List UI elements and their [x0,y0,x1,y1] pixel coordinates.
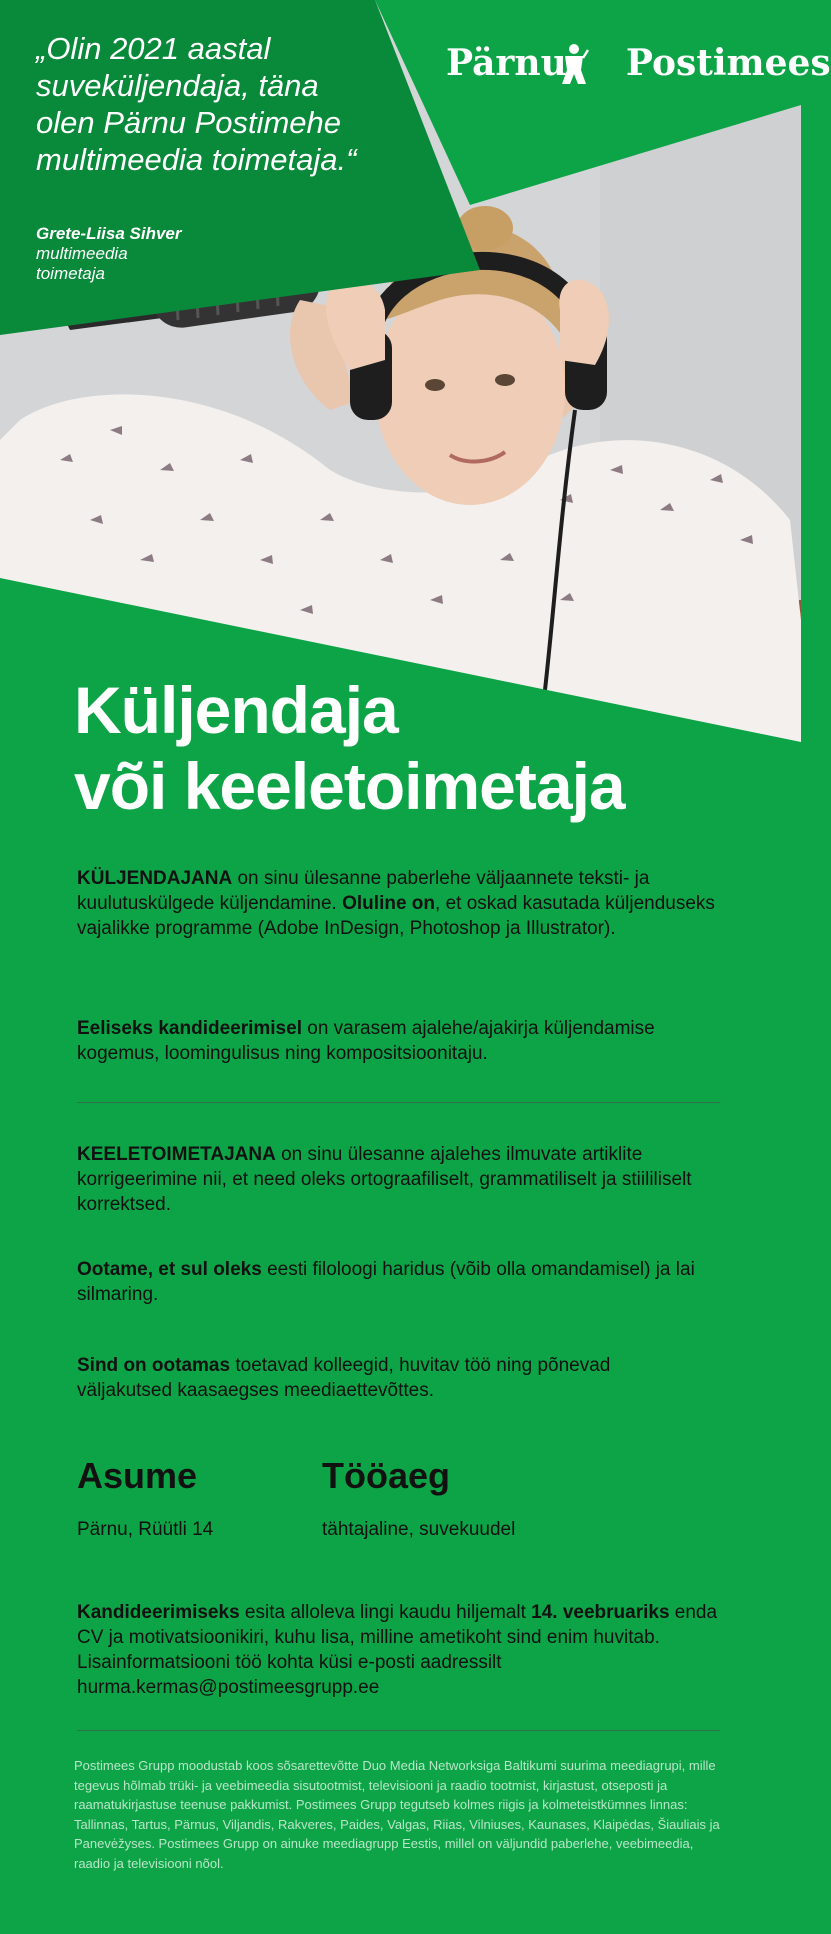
quote-line-4: multimeedia toimetaja.“ [36,142,357,177]
p2-bold: Eeliseks kandideerimisel [77,1018,302,1039]
apply-bold-1: Kandideerimiseks [77,1602,240,1623]
location-value: Pärnu, Rüütli 14 [77,1519,214,1540]
apply-text-2: enda CV ja motivatsioonikiri, kuhu lisa, milline ametikoht sind enim huvitab. Lisainformatsiooni töö kohta küsi e-posti aadressilt [77,1602,718,1673]
section-apply [77,1600,727,1700]
hours-value: tähtajaline, suvekuudel [322,1519,516,1540]
author-role-2: toimetaja [36,264,105,283]
section-offer [77,1353,697,1403]
quote-line-1: „Olin 2021 aastal [36,31,271,66]
p3-bold: KEELETOIMETAJANA [77,1144,276,1165]
p1-bold-2: Oluline on [342,893,436,914]
parnu-postimees-logo [446,38,831,88]
contact-email-link[interactable]: hurma.kermas@postimeesgrupp.ee [77,1677,380,1698]
job-title-line-2: või keeletoimetaja [74,749,625,823]
logo-figure-icon [559,42,589,86]
p2-text: on varasem ajalehe/ajakirja küljendamise kogemus, loomingulisus ning kompositsioonitaju. [77,1018,655,1064]
divider-2 [77,1730,720,1731]
section-advantages [77,1016,717,1066]
apply-bold-2: 14. veebruariks [531,1602,670,1623]
section-requirements [77,1257,727,1307]
p1-text-2: , et oskad kasutada küljenduseks vajalikke programme (Adobe InDesign, Photoshop ja Illustrator). [77,893,715,939]
p5-bold: Sind on ootamas [77,1355,231,1376]
p4-bold: Ootame, et sul oleks [77,1259,262,1280]
p4-text: eesti filoloogi haridus (võib olla omandamisel) ja lai silmaring. [77,1259,695,1305]
logo-text [446,38,831,88]
p5-text: toetavad kolleegid, huvitav töö ning põnevad väljakutsed kaasaegses meediaettevõttes. [77,1355,611,1401]
p1-text-1: on sinu ülesanne paberlehe väljaannete teksti- ja kuulutuskülgede küljendamine. [77,868,650,914]
p3-text: on sinu ülesanne ajalehes ilmuvate artiklite korrigeerimine nii, et need oleks ortograafiliselt, grammatiliselt ja stiililiselt korrektsed. [77,1144,692,1215]
author-name: Grete-Liisa Sihver [36,224,182,243]
quote-line-3: olen Pärnu Postimehe [36,105,342,140]
section-proofreader [77,1142,717,1217]
hours-heading: Tööaeg [322,1455,451,1496]
author-role-1: multimeedia [36,244,128,263]
location-heading: Asume [77,1455,198,1496]
testimonial-quote [36,30,456,178]
testimonial-author [36,224,182,284]
divider-1 [77,1102,720,1103]
apply-text-1: esita alloleva lingi kaudu hiljemalt [239,1602,532,1623]
company-footer-text: Postimees Grupp moodustab koos sõsarettevõtte Duo Media Networksiga Baltikumi suurima meediagrupi, mille tegevus hõlmab trüki- ja veebimeedia sisutootmist, televisiooni ja raadio tootmist, kirjastust, otseposti ja raamatukirjastuse teenuse pakkumist. Postimees Grupp tegutseb kolmes riigis ja kolmeteistkümnes linnas: Tallinnas, Tartus, Pärnus, Viljandis, Rakveres, Paides, Valgas, Riias, Vilniuses, Kaunases, Klaipėdas, Šiauliais ja Panevėžyses. Postimees Grupp on ainuke meediagrupp Eestis, millel on väljundid paberlehe, veebimeedia, raadio ja televisiooni nõol. [74,1758,720,1871]
logo-part-1: Pärnu [446,42,567,84]
p1-bold-1: KÜLJENDAJANA [77,868,233,889]
job-title-heading [74,672,625,824]
section-layout-designer [77,866,725,941]
quote-line-2: suvekülјendaja, täna [36,68,319,103]
job-title-line-1: Küljendaja [74,673,398,747]
logo-part-2: Postimees [625,42,831,84]
